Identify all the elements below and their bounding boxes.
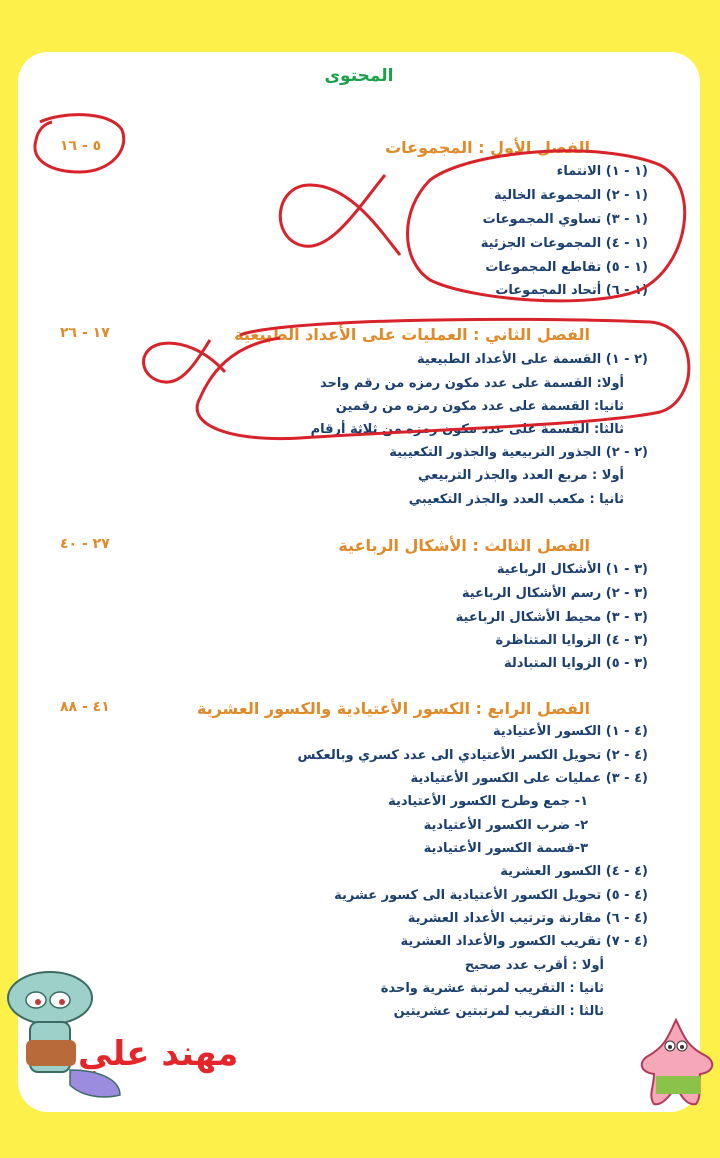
chapter-4-title: الفصل الرابع : الكسور الأعتيادية والكسور العشرية	[196, 699, 590, 718]
chapter-4-subitem: ٢- ضرب الكسور الأعتيادية	[423, 818, 588, 833]
oval-mark-icon	[197, 319, 689, 438]
chapter-4-item: (٤ - ٢) تحويل الكسر الأعتيادي الى عدد كسري وبالعكس	[297, 748, 648, 763]
chapter-4-subitem: ١- جمع وطرح الكسور الأعتيادية	[388, 794, 588, 809]
oval-mark-icon	[408, 151, 685, 301]
chapter-2-subitem: ثالثا: القسمة على عدد مكون رمزه من ثلاثة أرقام	[310, 422, 624, 437]
chapter-1-item: (١ - ١) الانتماء	[556, 164, 648, 179]
chapter-2-subitem: أولا: القسمة على عدد مكون رمزه من رقم واحد	[319, 376, 624, 391]
chapter-3-item: (٣ - ١) الأشكال الرباعية	[496, 562, 648, 577]
signature-text: مهند علي	[78, 1034, 239, 1074]
chapter-2-subitem: ثانيا: القسمة على عدد مكون رمزه من رقمين	[335, 399, 624, 414]
chapter-1-pages: ٥ - ١٦	[60, 138, 102, 154]
chapter-4-subitem: أولا : أقرب عدد صحيح	[464, 958, 604, 973]
chapter-1-item: (١ - ٤) المجموعات الجزئية	[480, 236, 648, 251]
chapter-1-item: (١ - ٥) تقاطع المجموعات	[485, 260, 648, 275]
chapter-3-title: الفصل الثالث : الأشكال الرباعية	[338, 536, 590, 555]
chapter-4-item: (٤ - ٧) تقريب الكسور والأعداد العشرية	[400, 934, 648, 949]
chapter-1-item: (١ - ٣) تساوي المجموعات	[482, 212, 648, 227]
chapter-4-item: (٤ - ٣) عمليات على الكسور الأعتيادية	[410, 771, 648, 786]
chapter-4-item: (٤ - ٥) تحويل الكسور الأعتيادية الى كسور عشرية	[334, 888, 648, 903]
chapter-3-item: (٣ - ٣) محيط الأشكال الرباعية	[455, 610, 648, 625]
cartoon-character-left	[0, 970, 140, 1110]
chapter-4-item: (٤ - ٤) الكسور العشرية	[500, 864, 648, 879]
chapter-2-pages: ١٧ - ٢٦	[60, 325, 110, 341]
chapter-3-item: (٣ - ٢) رسم الأشكال الرباعية	[461, 586, 648, 601]
chapter-1-item: (١ - ٦) أتحاد المجموعات	[495, 283, 648, 298]
chapter-2-item: (٢ - ٢) الجذور التربيعية والجذور التكعيبية	[389, 445, 648, 460]
chapter-2-subitem: ثانيا : مكعب العدد والجذر التكعيبي	[408, 492, 624, 507]
chapter-3-item: (٣ - ٥) الزوايا المتبادلة	[504, 656, 648, 671]
chapter-2-title: الفصل الثاني : العمليات على الأعداد الطبيعية	[234, 325, 590, 344]
chapter-4-subitem: ٣-قسمة الكسور الأعتيادية	[423, 841, 588, 856]
chapter-1-title: الفصل الأول : المجموعات	[385, 138, 590, 157]
chapter-4-item: (٤ - ١) الكسور الأعتيادية	[493, 724, 648, 739]
circle-mark-icon	[35, 115, 124, 172]
cross-mark-icon	[280, 175, 400, 255]
page-title: المحتوى	[324, 66, 394, 86]
cartoon-character-right	[636, 1016, 720, 1110]
chapter-2-item: (٢ - ١) القسمة على الأعداد الطبيعية	[417, 352, 648, 367]
chapter-2-subitem: أولا : مربع العدد والجذر التربيعي	[418, 468, 624, 483]
chapter-4-subitem: ثالثا : التقريب لمرتبتين عشريتين	[393, 1004, 604, 1019]
chapter-4-pages: ٤١ - ٨٨	[60, 699, 110, 715]
chapter-3-pages: ٢٧ - ٤٠	[60, 536, 110, 552]
chapter-4-item: (٤ - ٦) مقارنة وترتيب الأعداد العشرية	[407, 911, 648, 926]
chapter-3-item: (٣ - ٤) الزوايا المتناظرة	[495, 633, 648, 648]
chapter-1-item: (١ - ٢) المجموعة الخالية	[494, 188, 648, 203]
chapter-4-subitem: ثانيا : التقريب لمرتبة عشرية واحدة	[380, 981, 604, 996]
